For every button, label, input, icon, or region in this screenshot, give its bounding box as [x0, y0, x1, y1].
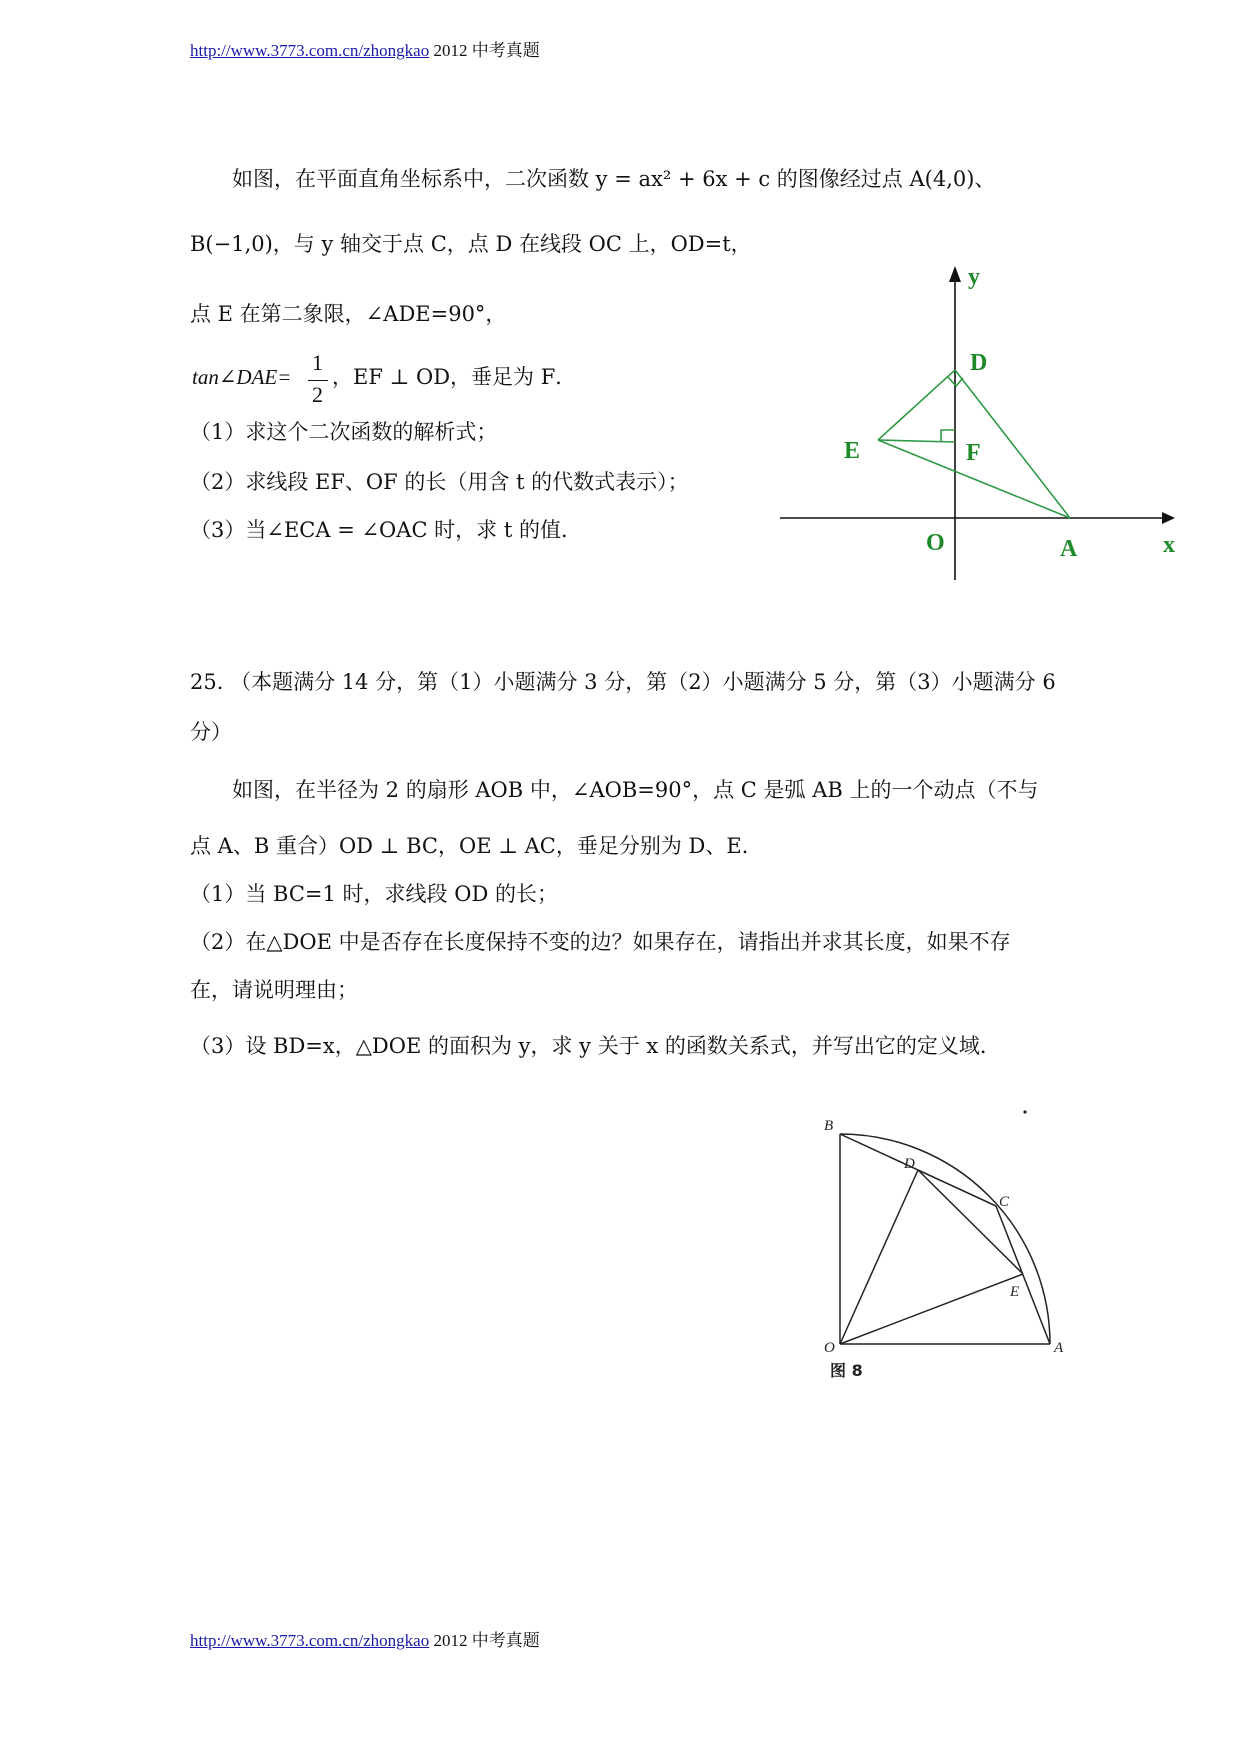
- label-D: D: [904, 1156, 915, 1172]
- figure-caption: 图 8: [830, 1361, 863, 1380]
- q24-intro-line-1: 如图，在平面直角坐标系中，二次函数 y = ax² + 6x + c 的图像经过点 A(4,0)、: [232, 167, 996, 191]
- q24-part-2: （2）求线段 EF、OF 的长（用含 t 的代数式表示）；: [190, 470, 689, 494]
- q25-part-2b: 在，请说明理由；: [190, 978, 358, 1002]
- label-A: A: [1060, 536, 1078, 562]
- y-axis-arrow: [949, 266, 961, 282]
- right-angle-mark-F: [941, 430, 955, 442]
- label-y: y: [968, 264, 980, 290]
- page-footer: [190, 1626, 540, 1651]
- q24-part-3: （3）当∠ECA = ∠OAC 时，求 t 的值．: [190, 518, 582, 542]
- fraction-denominator: 2: [312, 382, 323, 407]
- label-F: F: [966, 440, 981, 466]
- q24-fraction: [308, 350, 328, 410]
- label-D: D: [970, 350, 988, 376]
- footer-url[interactable]: http://www.3773.com.cn/zhongkao: [190, 1631, 430, 1650]
- page-header: [190, 36, 540, 61]
- x-axis-arrow: [1162, 512, 1175, 524]
- q25-intro-line-1: 如图，在半径为 2 的扇形 AOB 中，∠AOB=90°，点 C 是弧 AB 上的一个动点（不与: [232, 778, 1039, 802]
- label-A: A: [1054, 1340, 1064, 1356]
- q24-intro-line-3: 点 E 在第二象限，∠ADE=90°，: [190, 302, 507, 326]
- q24-part-1: （1）求这个二次函数的解析式；: [190, 420, 498, 444]
- fraction-bar: [308, 380, 328, 381]
- q24-tan-suffix: ，EF ⊥ OD，垂足为 F．: [332, 365, 577, 389]
- q25-figure: [820, 1110, 1080, 1390]
- header-url[interactable]: http://www.3773.com.cn/zhongkao: [190, 41, 430, 60]
- segment-EF: [878, 440, 955, 442]
- segment-DE: [918, 1170, 1023, 1274]
- q25-part-3: （3）设 BD=x，△DOE 的面积为 y，求 y 关于 x 的函数关系式，并写出它的定义域．: [190, 1034, 1001, 1058]
- q25-part-2a: （2）在△DOE 中是否存在长度保持不变的边？如果存在，请指出并求其长度，如果不存: [190, 930, 1011, 954]
- label-E: E: [844, 438, 861, 464]
- footer-label: 2012 中考真题: [433, 1631, 540, 1650]
- arc-AB: [840, 1134, 1050, 1344]
- segment-CA: [996, 1206, 1050, 1344]
- q25-intro-line-2: 点 A、B 重合）OD ⊥ BC，OE ⊥ AC，垂足分别为 D、E．: [190, 834, 763, 858]
- q24-tan-prefix: tan∠DAE=: [192, 365, 292, 389]
- label-E: E: [1010, 1284, 1020, 1300]
- header-label: 2012 中考真题: [433, 41, 540, 60]
- label-O: O: [824, 1340, 835, 1356]
- q25-heading-line-1: 25. （本题满分 14 分，第（1）小题满分 3 分，第（2）小题满分 5 分，第（3）小题满分 6: [190, 670, 1056, 694]
- segment-OC: [918, 1170, 996, 1206]
- label-O: O: [926, 530, 945, 556]
- label-B: B: [824, 1118, 834, 1134]
- label-x: x: [1163, 532, 1175, 558]
- q25-part-1: （1）当 BC=1 时，求线段 OD 的长；: [190, 882, 558, 906]
- stray-dot: [1023, 1110, 1026, 1113]
- q24-figure: [770, 260, 1190, 590]
- q25-heading-line-2: 分）: [190, 720, 232, 744]
- q24-intro-line-2: B(−1,0)，与 y 轴交于点 C，点 D 在线段 OC 上，OD=t，: [190, 232, 752, 256]
- label-C: C: [999, 1194, 1010, 1210]
- fraction-numerator: 1: [312, 350, 323, 375]
